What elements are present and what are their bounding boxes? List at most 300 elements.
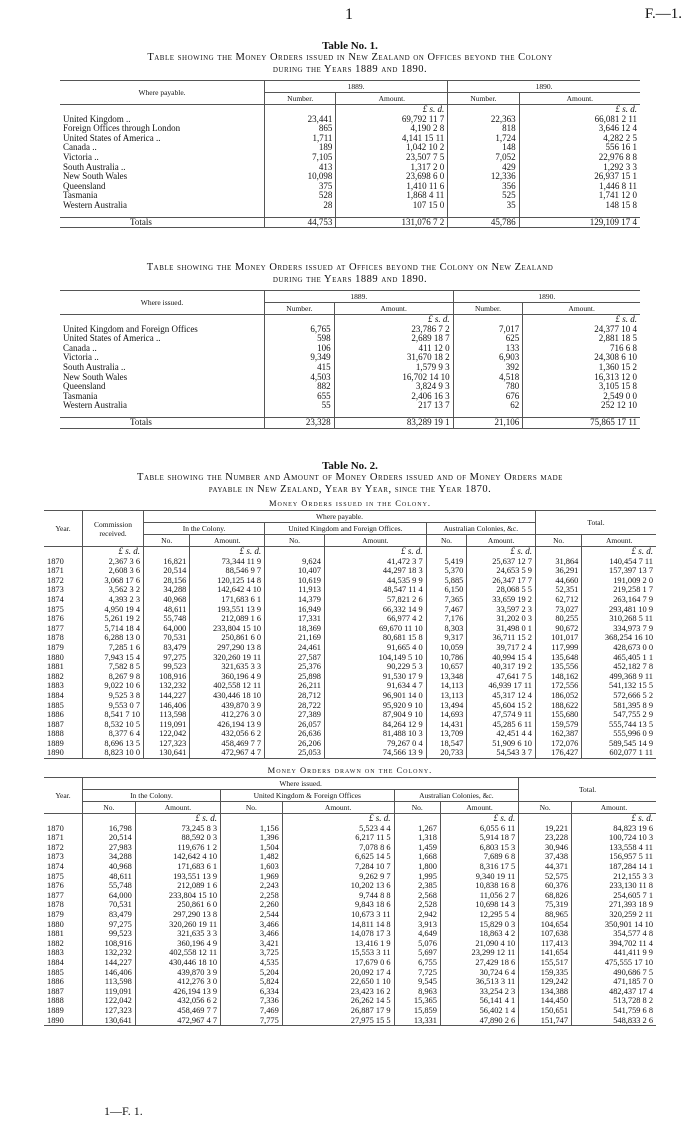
value-cell: 113,598	[83, 977, 136, 987]
number-1889: 882	[265, 382, 335, 392]
value-cell: 7,582 8 5	[83, 662, 144, 672]
table-1-heading: Table No. 1.	[322, 40, 378, 52]
value-cell: 7,336	[221, 996, 283, 1006]
lsd-label: £ s. d.	[523, 315, 640, 325]
col-amount: Amount.	[190, 535, 265, 547]
table-row	[44, 720, 656, 730]
number-1890: 1,724	[448, 134, 519, 144]
year-cell: 1876	[47, 881, 64, 891]
number-1890: 780	[453, 382, 523, 392]
value-cell: 6,755	[394, 958, 440, 968]
value-cell: 10,657	[426, 662, 467, 672]
value-cell: 22,650 1 10	[282, 977, 394, 987]
table-row	[60, 392, 640, 402]
value-cell: 471,185 7 0	[572, 977, 656, 987]
value-cell: 5,076	[394, 939, 440, 949]
year-cell: 1878	[47, 900, 64, 910]
page-number: 1	[345, 6, 353, 23]
table-row	[44, 862, 656, 872]
number-1889: 375	[265, 182, 336, 192]
value-cell: 51,909 6 10	[467, 739, 536, 749]
value-cell: 263,164 7 9	[582, 595, 656, 605]
value-cell: 10,407	[265, 566, 325, 576]
col-where-payable: Where payable.	[60, 81, 265, 105]
value-cell: 37,438	[519, 852, 572, 862]
table-row	[44, 633, 656, 643]
value-cell: 9,340 19 11	[440, 872, 518, 882]
table-row	[44, 691, 656, 701]
year-cell: 1882	[47, 938, 64, 948]
table-row	[44, 881, 656, 891]
table-row	[44, 948, 656, 958]
value-cell: 62,712	[535, 595, 581, 605]
value-cell: 8,377 6 4	[83, 729, 144, 739]
value-cell: 4,950 19 4	[83, 605, 144, 615]
table-2-title-line2: payable in New Zealand, Year by Year, since the Year 1870.	[208, 484, 492, 495]
value-cell: 60,376	[519, 881, 572, 891]
lsd-label: £ s. d.	[440, 814, 518, 824]
amount-1889: 217 13 7	[334, 401, 453, 411]
value-cell: 88,965	[519, 910, 572, 920]
value-cell: 14,431	[426, 720, 467, 730]
value-cell: 11,056 2 7	[440, 891, 518, 901]
table-row	[44, 977, 656, 987]
year-cell: 1889	[47, 738, 64, 748]
row-label: New South Wales	[63, 171, 128, 182]
value-cell: 41,472 3 7	[324, 557, 426, 567]
value-cell: 34,288	[83, 852, 136, 862]
table-row	[44, 566, 656, 576]
value-cell: 171,683 6 1	[135, 862, 220, 872]
value-cell: 26,057	[265, 720, 325, 730]
amount-1890: 22,976 8 8	[519, 153, 640, 163]
value-cell: 9,545	[394, 977, 440, 987]
value-cell: 134,388	[519, 987, 572, 997]
value-cell: 4,393 2 3	[83, 595, 144, 605]
value-cell: 8,303	[426, 624, 467, 634]
table-row	[60, 363, 640, 373]
amount-1889: 3,824 9 3	[334, 382, 453, 392]
year-cell: 1879	[47, 642, 64, 652]
table-row	[44, 891, 656, 901]
value-cell: 113,598	[144, 710, 190, 720]
value-cell: 439,870 3 9	[190, 701, 265, 711]
value-cell: 122,042	[144, 729, 190, 739]
number-1889: 6,765	[265, 325, 335, 335]
value-cell: 23,299 12 11	[440, 948, 518, 958]
value-cell: 13,331	[394, 1016, 440, 1026]
number-1890: 6,903	[453, 353, 523, 363]
orders-issued-abroad-on-nz-table	[60, 290, 640, 429]
value-cell: 132,232	[83, 948, 136, 958]
value-cell: 33,597 2 3	[467, 605, 536, 615]
value-cell: 320,260 19 11	[135, 920, 220, 930]
value-cell: 84,823 19 6	[572, 824, 656, 834]
orders-drawn-on-colony-table	[44, 777, 656, 1026]
value-cell: 48,611	[144, 605, 190, 615]
col-australian: Australian Colonies, &c.	[394, 790, 519, 802]
amount-1889: 69,792 11 7	[336, 115, 448, 125]
value-cell: 91,665 4 0	[324, 643, 426, 653]
amount-1890: 1,360 15 2	[523, 363, 640, 373]
number-1889: 4,503	[265, 373, 335, 383]
year-cell: 1884	[47, 957, 64, 967]
value-cell: 20,733	[426, 748, 467, 758]
value-cell: 7,943 15 4	[83, 653, 144, 663]
lsd-label: £ s. d.	[334, 315, 453, 325]
table-row	[44, 729, 656, 739]
value-cell: 7,725	[394, 968, 440, 978]
amount-1890: 2,549 0 0	[523, 392, 640, 402]
value-cell: 132,232	[144, 681, 190, 691]
value-cell: 74,566 13 9	[324, 748, 426, 758]
year-cell: 1885	[47, 700, 64, 710]
value-cell: 27,975 15 5	[282, 1016, 394, 1026]
value-cell: 212,089 1 6	[190, 614, 265, 624]
value-cell: 40,968	[83, 862, 136, 872]
value-cell: 8,823 10 0	[83, 748, 144, 758]
value-cell: 15,365	[394, 996, 440, 1006]
value-cell: 10,202 13 6	[282, 881, 394, 891]
value-cell: 547,755 2 9	[582, 710, 656, 720]
document-reference: F.—1.	[644, 6, 682, 22]
value-cell: 146,406	[144, 701, 190, 711]
value-cell: 99,523	[83, 929, 136, 939]
total-amount-1890: 75,865 17 11	[523, 417, 640, 428]
table-row	[44, 710, 656, 720]
year-cell: 1870	[47, 556, 64, 566]
amount-1889: 1,868 4 11	[336, 191, 448, 201]
amount-1889: 411 12 0	[334, 344, 453, 354]
value-cell: 52,351	[535, 585, 581, 595]
value-cell: 10,786	[426, 653, 467, 663]
value-cell: 5,697	[394, 948, 440, 958]
year-cell: 1882	[47, 671, 64, 681]
value-cell: 26,887 17 9	[282, 1006, 394, 1016]
row-label: Western Australia	[63, 199, 128, 210]
row-label: Foreign Offices through London	[63, 123, 181, 134]
totals-label: Totals	[60, 217, 265, 228]
number-1890: 7,017	[453, 325, 523, 335]
value-cell: 360,196 4 9	[190, 672, 265, 682]
col-amount: Amount.	[582, 535, 656, 547]
value-cell: 1,800	[394, 862, 440, 872]
value-cell: 36,291	[535, 566, 581, 576]
value-cell: 26,262 14 5	[282, 996, 394, 1006]
value-cell: 2,367 3 6	[83, 557, 144, 567]
table-row	[44, 595, 656, 605]
col-australian: Australian Colonies, &c.	[426, 523, 535, 535]
col-where-payable: Where payable.	[144, 511, 536, 523]
amount-1889: 4,141 15 11	[336, 134, 448, 144]
table-row	[44, 585, 656, 595]
value-cell: 39,717 2 4	[467, 643, 536, 653]
value-cell: 465,405 1 1	[582, 653, 656, 663]
year-cell: 1885	[47, 967, 64, 977]
value-cell: 19,221	[519, 824, 572, 834]
year-cell: 1890	[44, 1016, 83, 1026]
value-cell: 45,604 15 2	[467, 701, 536, 711]
amount-1889: 16,702 14 10	[334, 373, 453, 383]
value-cell: 120,125 14 8	[190, 576, 265, 586]
year-cell: 1874	[47, 862, 64, 872]
value-cell: 16,949	[265, 605, 325, 615]
amount-1890: 26,937 15 1	[519, 172, 640, 182]
row-label: United States of America ..	[63, 333, 161, 344]
value-cell: 11,913	[265, 585, 325, 595]
value-cell: 24,653 5 9	[467, 566, 536, 576]
table-1-title-line2: during the Years 1889 and 1890.	[272, 64, 428, 75]
col-uk-foreign: United Kingdom & Foreign Offices	[221, 790, 395, 802]
value-cell: 73,344 11 9	[190, 557, 265, 567]
value-cell: 64,000	[144, 624, 190, 634]
value-cell: 25,053	[265, 748, 325, 758]
value-cell: 18,547	[426, 739, 467, 749]
value-cell: 99,523	[144, 662, 190, 672]
table-row	[60, 334, 640, 344]
table-row	[44, 605, 656, 615]
value-cell: 81,488 10 3	[324, 729, 426, 739]
value-cell: 80,681 15 8	[324, 633, 426, 643]
year-cell: 1889	[47, 1005, 64, 1015]
value-cell: 97,275	[83, 920, 136, 930]
value-cell: 5,714 18 4	[83, 624, 144, 634]
table-row	[44, 939, 656, 949]
number-1889: 7,105	[265, 153, 336, 163]
amount-1890: 3,105 15 8	[523, 382, 640, 392]
value-cell: 1,267	[394, 824, 440, 834]
col-amount: Amount.	[324, 535, 426, 547]
table-row	[44, 987, 656, 997]
value-cell: 9,525 3 8	[83, 691, 144, 701]
amount-1889: 1,042 10 2	[336, 143, 448, 153]
value-cell: 176,427	[535, 748, 581, 758]
col-amount: Amount.	[519, 93, 640, 105]
value-cell: 13,709	[426, 729, 467, 739]
value-cell: 156,957 5 11	[572, 852, 656, 862]
value-cell: 83,479	[144, 643, 190, 653]
amount-1889: 2,689 18 7	[334, 334, 453, 344]
year-cell: 1873	[47, 852, 64, 862]
value-cell: 13,416 1 9	[282, 939, 394, 949]
year-cell: 1880	[47, 919, 64, 929]
value-cell: 119,091	[83, 987, 136, 997]
col-no: No.	[144, 535, 190, 547]
value-cell: 3,068 17 6	[83, 576, 144, 586]
table-2-heading: Table No. 2.	[322, 460, 378, 472]
number-1889: 10,098	[265, 172, 336, 182]
value-cell: 8,267 9 8	[83, 672, 144, 682]
table-row	[44, 624, 656, 634]
value-cell: 155,680	[535, 710, 581, 720]
value-cell: 117,413	[519, 939, 572, 949]
table-row	[44, 662, 656, 672]
value-cell: 133,558 4 11	[572, 843, 656, 853]
table-1b-title-line1: Table showing the Money Orders issued at Offices beyond the Colony on New Zealand	[146, 262, 554, 273]
row-label: South Australia ..	[63, 161, 126, 172]
col-amount: Amount.	[336, 93, 448, 105]
number-1890: 525	[448, 191, 519, 201]
number-1889: 1,711	[265, 134, 336, 144]
year-cell: 1884	[47, 690, 64, 700]
col-no: No.	[535, 535, 581, 547]
value-cell: 28,068 5 5	[467, 585, 536, 595]
value-cell: 293,481 10 9	[582, 605, 656, 615]
col-total: Total.	[519, 778, 656, 802]
lsd-label: £ s. d.	[190, 547, 265, 557]
table-row	[44, 833, 656, 843]
value-cell: 602,077 1 11	[582, 748, 656, 758]
value-cell: 432,056 6 2	[135, 996, 220, 1006]
year-cell: 1887	[47, 986, 64, 996]
value-cell: 513,728 8 2	[572, 996, 656, 1006]
value-cell: 146,406	[83, 968, 136, 978]
year-cell: 1886	[47, 977, 64, 987]
number-1889: 413	[265, 163, 336, 173]
value-cell: 18,369	[265, 624, 325, 634]
value-cell: 572,666 5 2	[582, 691, 656, 701]
table-row	[60, 353, 640, 363]
year-cell: 1879	[47, 910, 64, 919]
value-cell: 6,055 6 11	[440, 824, 518, 834]
value-cell: 2,568	[394, 891, 440, 901]
value-cell: 3,466	[221, 929, 283, 939]
value-cell: 44,371	[519, 862, 572, 872]
value-cell: 33,254 2 3	[440, 987, 518, 997]
value-cell: 250,861 6 0	[190, 633, 265, 643]
value-cell: 23,423 16 2	[282, 987, 394, 997]
value-cell: 129,242	[519, 977, 572, 987]
number-1889: 106	[265, 344, 335, 354]
value-cell: 56,402 1 4	[440, 1006, 518, 1016]
value-cell: 30,724 6 4	[440, 968, 518, 978]
value-cell: 13,494	[426, 701, 467, 711]
col-number: Number.	[453, 303, 523, 315]
value-cell: 25,637 12 7	[467, 557, 536, 567]
col-in-colony: In the Colony.	[144, 523, 265, 535]
value-cell: 1,482	[221, 852, 283, 862]
amount-1890: 24,308 6 10	[523, 353, 640, 363]
col-year-1889: 1889.	[265, 81, 448, 93]
value-cell: 10,698 14 3	[440, 900, 518, 910]
table-row	[44, 672, 656, 682]
value-cell: 5,523 4 4	[282, 824, 394, 834]
value-cell: 2,260	[221, 900, 283, 910]
value-cell: 100,724 10 3	[572, 833, 656, 843]
table-row	[44, 910, 656, 920]
value-cell: 28,156	[144, 576, 190, 586]
value-cell: 16,798	[83, 824, 136, 834]
value-cell: 233,804 15 10	[135, 891, 220, 901]
value-cell: 88,592 0 3	[135, 833, 220, 843]
amount-1889: 107 15 0	[336, 201, 448, 211]
value-cell: 119,091	[144, 720, 190, 730]
amount-1889: 2,406 16 3	[334, 392, 453, 402]
table-row	[60, 153, 640, 163]
value-cell: 148,162	[535, 672, 581, 682]
col-amount: Amount.	[572, 802, 656, 814]
table-row	[60, 191, 640, 201]
value-cell: 233,804 15 10	[190, 624, 265, 634]
table-row	[44, 1016, 656, 1026]
value-cell: 25,898	[265, 672, 325, 682]
year-cell: 1871	[47, 833, 64, 843]
amount-1890: 252 12 10	[523, 401, 640, 411]
value-cell: 97,275	[144, 653, 190, 663]
value-cell: 9,262 9 7	[282, 872, 394, 882]
col-number: Number.	[265, 93, 336, 105]
lsd-label: £ s. d.	[582, 547, 656, 557]
value-cell: 2,243	[221, 881, 283, 891]
number-1890: 676	[453, 392, 523, 402]
table-row	[44, 701, 656, 711]
amount-1889: 23,507 7 5	[336, 153, 448, 163]
table-row	[44, 1006, 656, 1016]
value-cell: 458,469 7 7	[135, 1006, 220, 1016]
value-cell: 4,535	[221, 958, 283, 968]
value-cell: 27,587	[265, 653, 325, 663]
page-header	[0, 6, 700, 26]
number-1890: 133	[453, 344, 523, 354]
value-cell: 73,245 8 3	[135, 824, 220, 834]
col-amount: Amount.	[523, 303, 640, 315]
value-cell: 122,042	[83, 996, 136, 1006]
value-cell: 55,748	[83, 881, 136, 891]
value-cell: 321,635 3 3	[190, 662, 265, 672]
value-cell: 18,863 4 2	[440, 929, 518, 939]
value-cell: 193,551 13 9	[190, 605, 265, 615]
number-1889: 655	[265, 392, 335, 402]
value-cell: 108,916	[144, 672, 190, 682]
value-cell: 14,693	[426, 710, 467, 720]
value-cell: 541,759 6 8	[572, 1006, 656, 1016]
table-row	[60, 373, 640, 383]
value-cell: 7,078 8 6	[282, 843, 394, 853]
value-cell: 172,076	[535, 739, 581, 749]
value-cell: 144,227	[144, 691, 190, 701]
value-cell: 1,603	[221, 862, 283, 872]
value-cell: 6,288 13 0	[83, 633, 144, 643]
col-number: Number.	[265, 303, 335, 315]
value-cell: 162,387	[535, 729, 581, 739]
value-cell: 27,429 18 6	[440, 958, 518, 968]
value-cell: 8,316 17 5	[440, 862, 518, 872]
number-1890: 7,052	[448, 153, 519, 163]
row-label: Canada ..	[63, 342, 97, 353]
value-cell: 9,317	[426, 633, 467, 643]
value-cell: 6,334	[221, 987, 283, 997]
value-cell: 150,651	[519, 1006, 572, 1016]
value-cell: 5,914 18 7	[440, 833, 518, 843]
value-cell: 499,368 9 11	[582, 672, 656, 682]
total-number-1890: 21,106	[453, 417, 523, 428]
number-1890: 429	[448, 163, 519, 173]
table-row	[44, 852, 656, 862]
value-cell: 8,963	[394, 987, 440, 997]
year-cell: 1887	[47, 719, 64, 729]
value-cell: 95,920 9 10	[324, 701, 426, 711]
value-cell: 3,466	[221, 920, 283, 930]
value-cell: 64,000	[83, 891, 136, 901]
value-cell: 10,059	[426, 643, 467, 653]
table-row	[44, 643, 656, 653]
amount-1889: 23,786 7 2	[334, 325, 453, 335]
value-cell: 482,437 17 4	[572, 987, 656, 997]
value-cell: 439,870 3 9	[135, 968, 220, 978]
value-cell: 13,113	[426, 691, 467, 701]
value-cell: 127,323	[144, 739, 190, 749]
value-cell: 402,558 12 11	[190, 681, 265, 691]
